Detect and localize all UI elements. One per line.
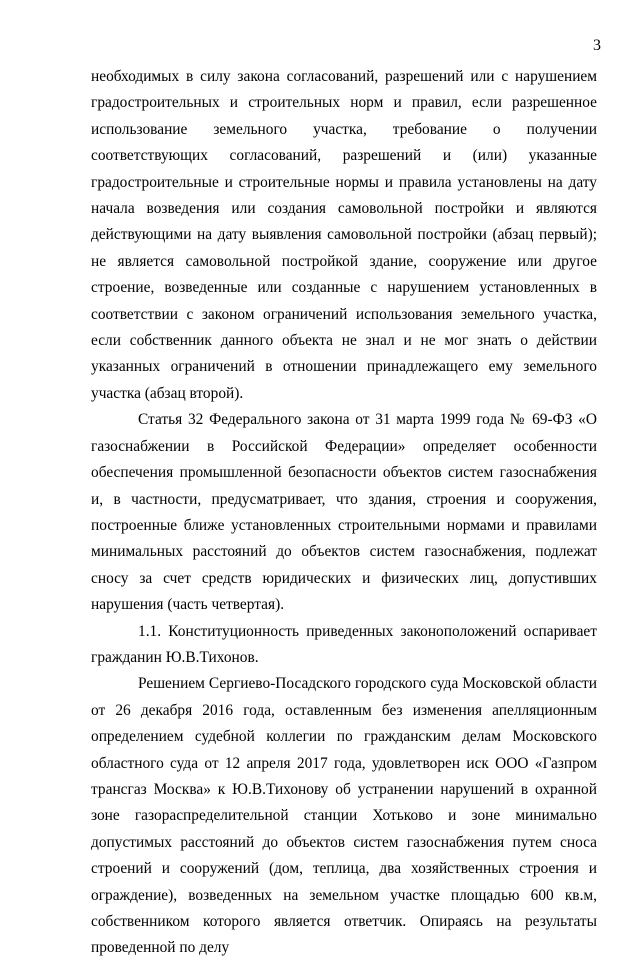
document-body xyxy=(91,64,597,962)
paragraph-court-decision: Решением Сергиево-Посадского городского суда Московской области от 26 декабря 2016 года, оставленным без изменения апелляционным определением судебной коллегии по гражданским делам Московского областного суда от 12 апреля 2017 года, удовлетворен иск ООО «Газпром трансгаз Москва» к Ю.В.Тихонову об устранении нарушений в охранной зоне газораспределительной станции Хотьково и зоне минимально допустимых расстояний до объектов систем газоснабжения путем сноса строений и сооружений (дом, теплица, два хозяйственных строения и ограждение), возведенных на земельном участке площадью 600 кв.м, собственником которого является ответчик. Опираясь на результаты проведенной по делу xyxy=(91,675,597,957)
paragraph-continuation: необходимых в силу закона согласований, разрешений или с нарушением градостроительных и строительных норм и правил, если разрешенное использование земельного участка, требование о получении соответствующих согласований, разрешений и (или) указанные градостроительные и строительные нормы и правила установлены на дату начала возведения или создания самовольной постройки и являются действующими на дату выявления самовольной постройки (абзац первый); не является самовольной постройкой здание, сооружение или другое строение, возведенные или созданные с нарушением установленных в соответствии с законом ограничений использования земельного участка, если собственник данного объекта не знал и не мог знать о действии указанных ограничений в отношении принадлежащего ему земельного участка (абзац второй). xyxy=(91,68,597,402)
page-number: 3 xyxy=(593,37,601,54)
paragraph-article-32: Статья 32 Федерального закона от 31 марта 1999 года № 69-ФЗ «О газоснабжении в Российской Федерации» определяет особенности обеспечения промышленной безопасности объектов систем газоснабжения и, в частности, предусматривает, что здания, строения и сооружения, построенные ближе установленных строительными нормами и правилами минимальных расстояний до объектов систем газоснабжения, подлежат сносу за счет средств юридических и физических лиц, допустивших нарушения (часть четвертая). xyxy=(91,411,597,614)
paragraph-section-1-1: 1.1. Конституционность приведенных законоположений оспаривает гражданин Ю.В.Тихонов. xyxy=(91,622,597,666)
